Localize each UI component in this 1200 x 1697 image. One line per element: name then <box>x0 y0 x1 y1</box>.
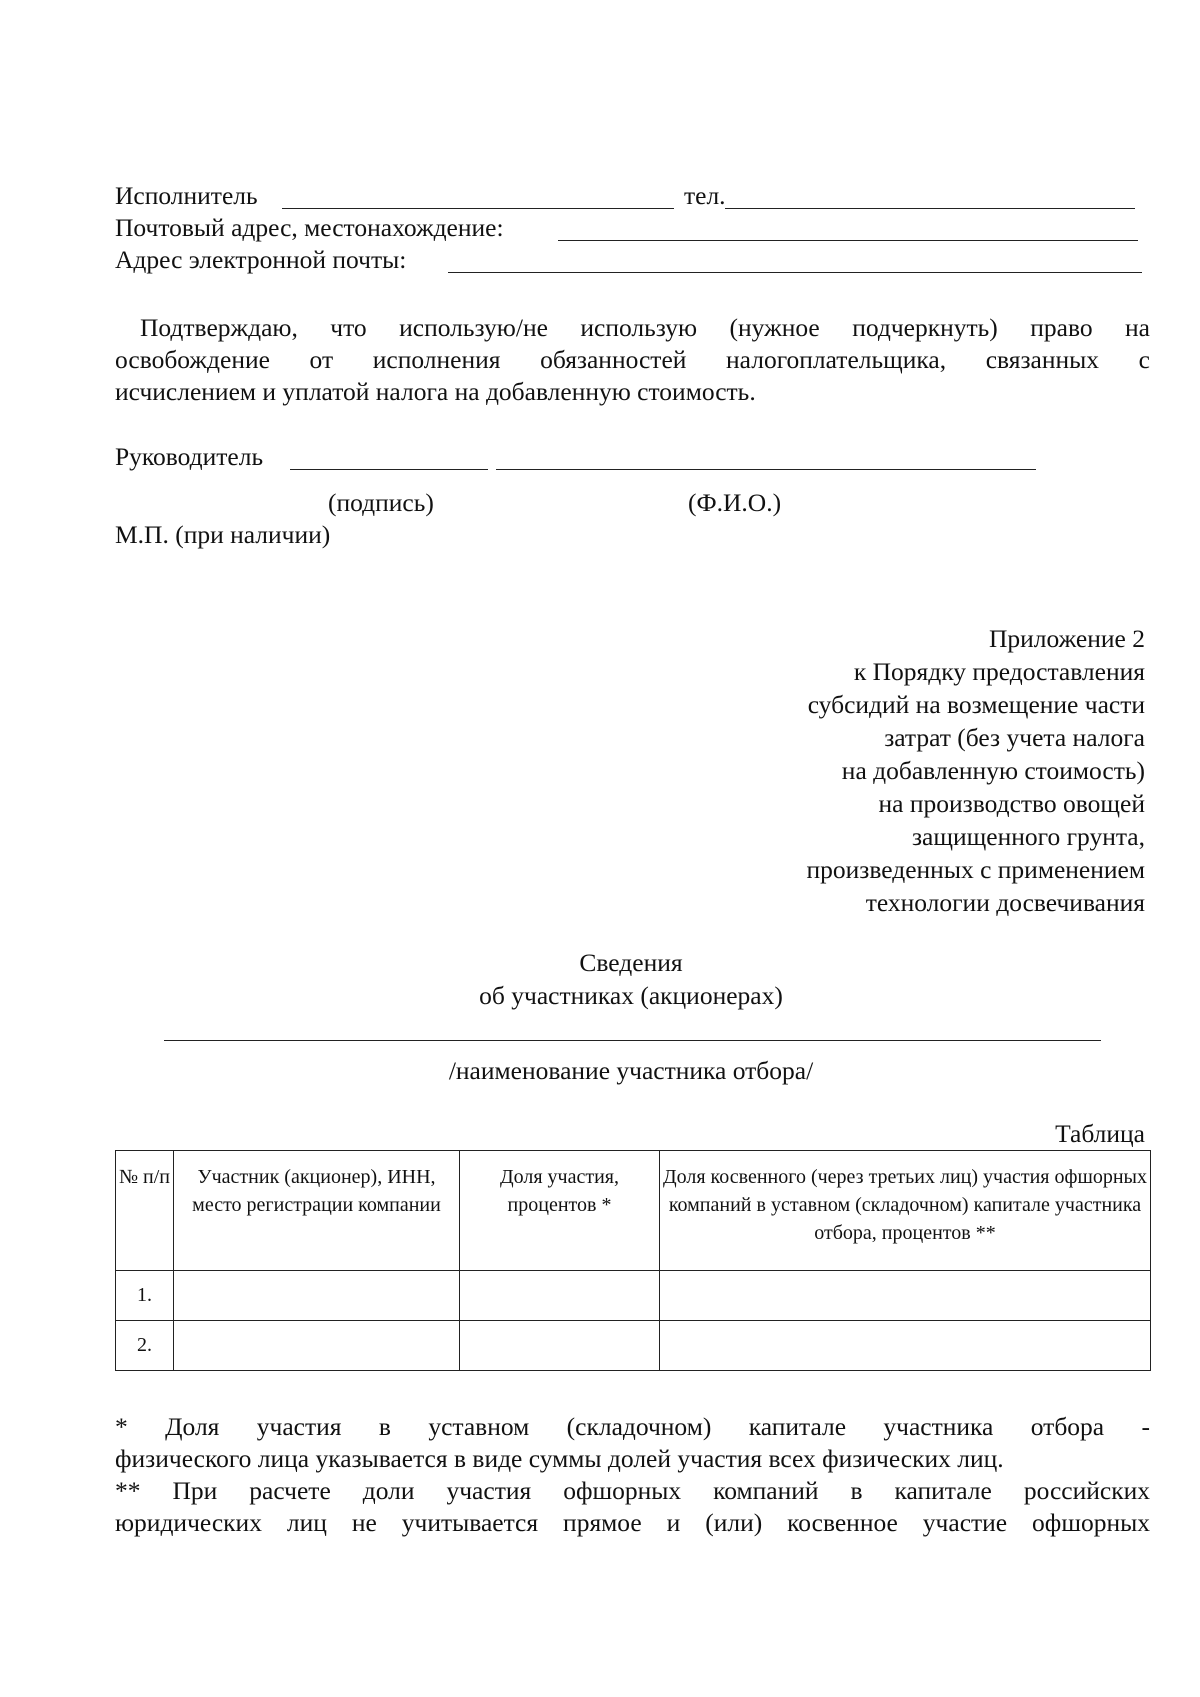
appendix-line-1: Приложение 2 <box>989 624 1145 653</box>
row-participant-cell[interactable] <box>174 1321 460 1371</box>
row-share-cell[interactable] <box>460 1271 660 1321</box>
stamp-label: М.П. (при наличии) <box>115 520 331 549</box>
address-blank <box>558 240 1138 241</box>
header-participant: Участник (акционер), ИНН, место регистрации компании <box>174 1151 460 1271</box>
appendix-line-3: субсидий на возмещение части <box>807 690 1145 719</box>
table-row <box>116 1271 1151 1321</box>
appendix-line-7: защищенного грунта, <box>911 822 1145 851</box>
header-share: Доля участия, процентов * <box>460 1151 660 1271</box>
email-label: Адрес электронной почты: <box>115 245 407 274</box>
confirmation-line-1: Подтверждаю, что использую/не использую (нужное подчеркнуть) право на <box>140 313 1150 342</box>
footnote-1-line-2: физического лица указывается в виде суммы долей участия всех физических лиц. <box>115 1444 1004 1473</box>
header-offshore-share: Доля косвенного (через третьих лиц) участия офшорных компаний в уставном (складочном) капитале участника отбора, процентов ** <box>660 1151 1151 1271</box>
footnote-2-line-1: ** При расчете доли участия офшорных компаний в капитале российских <box>115 1476 1150 1505</box>
appendix-line-5: на добавленную стоимость) <box>841 756 1145 785</box>
table-row <box>116 1321 1151 1371</box>
header-number: № п/п <box>116 1151 174 1271</box>
document-title: Сведения <box>579 948 683 977</box>
address-label: Почтовый адрес, местонахождение: <box>115 213 504 242</box>
phone-label: тел. <box>684 181 726 210</box>
row-offshore-cell[interactable] <box>660 1321 1151 1371</box>
table-header-row <box>116 1151 1151 1271</box>
appendix-line-2: к Порядку предоставления <box>853 657 1145 686</box>
name-blank <box>496 469 1036 470</box>
appendix-line-8: произведенных с применением <box>806 855 1145 884</box>
head-label: Руководитель <box>115 442 264 471</box>
row-number: 1. <box>116 1271 174 1321</box>
footnote-2-line-2: юридических лиц не учитывается прямое и (или) косвенное участие офшорных <box>115 1508 1150 1537</box>
signature-blank <box>290 469 488 470</box>
participant-name-blank <box>164 1040 1101 1041</box>
table-label: Таблица <box>1055 1119 1145 1148</box>
executor-blank <box>282 208 674 209</box>
participant-name-caption: /наименование участника отбора/ <box>448 1056 814 1085</box>
row-offshore-cell[interactable] <box>660 1271 1151 1321</box>
confirmation-line-2: освобождение от исполнения обязанностей налогоплательщика, связанных с <box>115 345 1150 374</box>
executor-label: Исполнитель <box>115 181 258 210</box>
footnote-1-line-1: * Доля участия в уставном (складочном) капитале участника отбора - <box>115 1412 1150 1441</box>
phone-blank <box>725 208 1135 209</box>
appendix-line-4: затрат (без учета налога <box>884 723 1145 752</box>
email-blank <box>448 272 1142 273</box>
signature-caption: (подпись) <box>328 488 434 517</box>
shareholders-table <box>115 1150 1151 1371</box>
appendix-line-9: технологии досвечивания <box>865 888 1145 917</box>
row-participant-cell[interactable] <box>174 1271 460 1321</box>
row-share-cell[interactable] <box>460 1321 660 1371</box>
document-subtitle: об участниках (акционерах) <box>479 981 783 1010</box>
appendix-line-6: на производство овощей <box>878 789 1145 818</box>
name-caption: (Ф.И.О.) <box>688 488 782 517</box>
row-number: 2. <box>116 1321 174 1371</box>
confirmation-line-3: исчислением и уплатой налога на добавленную стоимость. <box>115 377 756 406</box>
